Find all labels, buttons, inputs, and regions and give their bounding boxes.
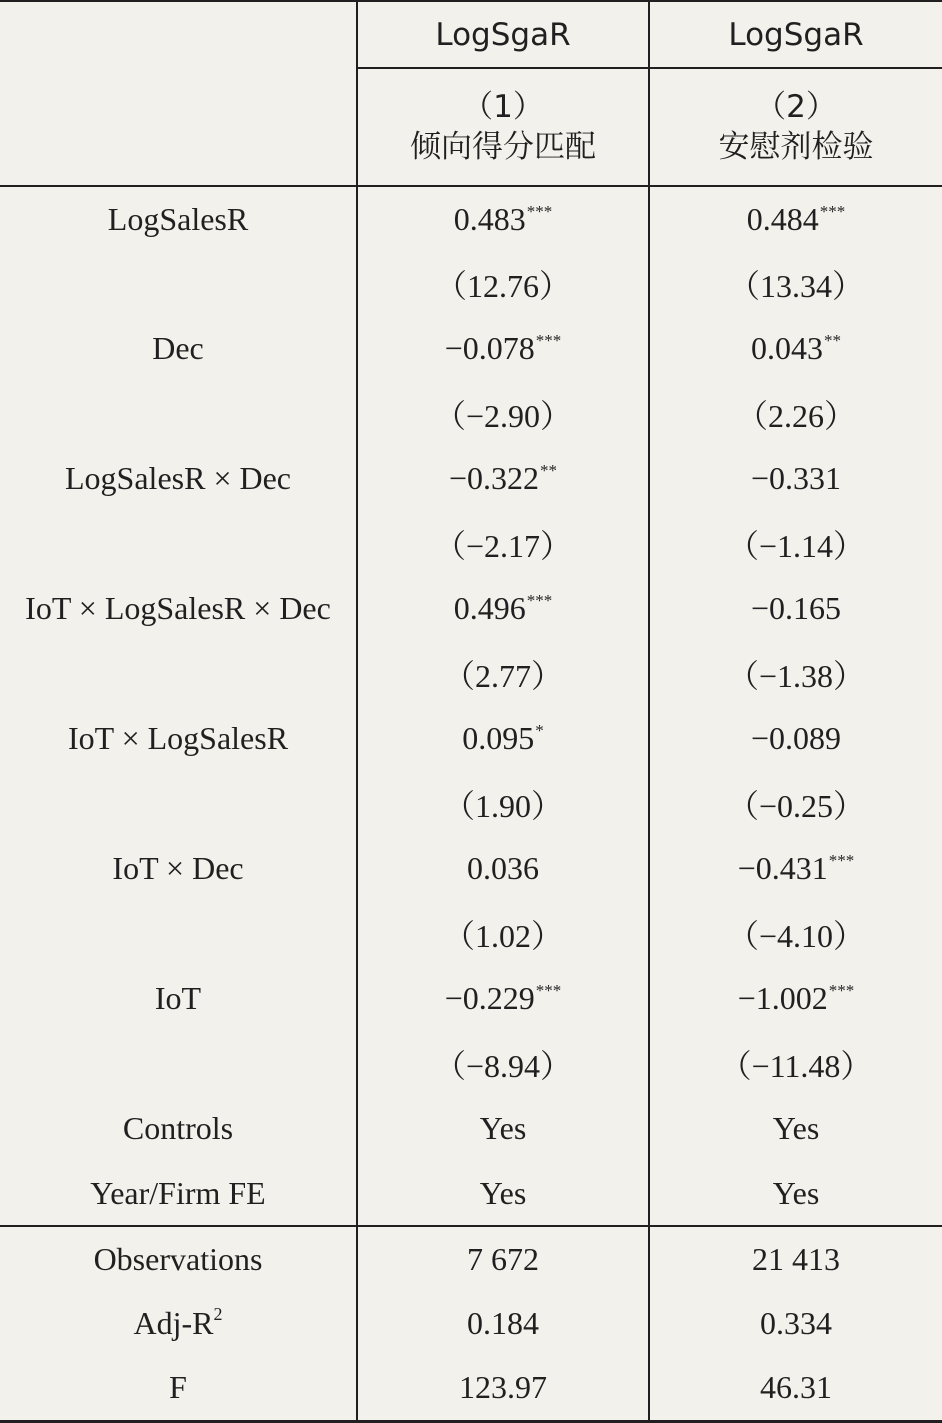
table-row [0, 511, 942, 576]
coefficient-value: −0.089 [750, 720, 842, 756]
col2-cell [649, 1096, 942, 1161]
coefficient-value: （13.34） [727, 267, 864, 304]
coefficient-value: （−8.94） [433, 1047, 573, 1084]
coefficient-value: Yes [479, 1110, 527, 1146]
col2-cell [649, 1161, 942, 1226]
stat-col2-value: 0.334 [649, 1291, 942, 1356]
header-row-model [0, 68, 942, 186]
table-row [0, 381, 942, 446]
col1-cell [357, 901, 649, 966]
col1-cell [357, 316, 649, 381]
col1-cell [357, 836, 649, 901]
col2-cell [649, 251, 942, 316]
coefficient-value: −0.322 [448, 460, 540, 496]
col1-description: 倾向得分匹配 [410, 129, 596, 165]
significance-stars: ** [824, 331, 841, 350]
col1-cell [357, 576, 649, 641]
header-blank-cell [0, 1, 357, 68]
table-row [0, 316, 942, 381]
stat-label: Observations [93, 1240, 263, 1277]
variable-label: IoT × LogSalesR × Dec [25, 590, 331, 626]
table-row [0, 576, 942, 641]
header-blank-cell [0, 68, 357, 186]
variable-label [0, 641, 357, 706]
coefficient-value: 0.095 [462, 720, 535, 756]
significance-stars: *** [526, 591, 553, 610]
coefficient-value: −0.431 [737, 850, 828, 886]
variable-label: Dec [152, 330, 204, 366]
coefficient-value: Yes [772, 1110, 820, 1146]
coefficient-value: −1.002 [737, 980, 828, 1016]
table-row [0, 706, 942, 771]
col1-cell [357, 1096, 649, 1161]
coefficient-value: −0.078 [444, 330, 535, 366]
header-row-dependent-variable [0, 1, 942, 68]
col2-cell [649, 771, 942, 836]
coefficient-value: −0.331 [750, 460, 842, 496]
superscript-2: 2 [213, 1304, 223, 1324]
coefficient-value: （−11.48） [719, 1047, 873, 1084]
table-row [0, 641, 942, 706]
col2-cell [649, 1031, 942, 1096]
variable-label: IoT × Dec [112, 850, 244, 886]
stat-col1-value: 123.97 [357, 1356, 649, 1421]
table-row [0, 836, 942, 901]
stat-col2-value: 21 413 [649, 1226, 942, 1291]
col2-description: 安慰剂检验 [718, 129, 874, 165]
col2-cell [649, 836, 942, 901]
variable-label: IoT [154, 980, 202, 1016]
col2-cell [649, 641, 942, 706]
stat-row-adj-r2 [0, 1291, 942, 1356]
significance-stars: ** [540, 461, 558, 480]
coefficient-value: （12.76） [434, 267, 571, 304]
significance-stars: * [535, 721, 544, 740]
col1-cell [357, 1161, 649, 1226]
coefficient-value: 0.483 [453, 200, 526, 237]
significance-stars: *** [535, 331, 562, 350]
significance-stars: *** [828, 981, 855, 1000]
variable-label: Controls [122, 1110, 234, 1146]
col2-model-header [649, 68, 942, 186]
col1-cell [357, 1031, 649, 1096]
stat-row-f [0, 1356, 942, 1421]
coefficient-value: （1.02） [442, 917, 563, 954]
stat-col1-value: 7 672 [357, 1226, 649, 1291]
col1-cell [357, 251, 649, 316]
coefficient-value: （2.77） [442, 657, 563, 694]
col1-cell [357, 381, 649, 446]
table-row [0, 1031, 942, 1096]
stat-label [0, 1291, 357, 1356]
col2-cell [649, 186, 942, 251]
coefficient-value: −0.165 [750, 590, 842, 626]
table-row [0, 446, 942, 511]
coefficient-value: （−0.25） [726, 787, 866, 824]
col1-cell [357, 186, 649, 251]
col2-dependent-variable: LogSgaR [649, 1, 942, 68]
col2-cell [649, 966, 942, 1031]
col1-cell [357, 511, 649, 576]
table-row [0, 901, 942, 966]
variable-label: LogSalesR [107, 200, 249, 237]
variable-label [0, 381, 357, 446]
coefficient-value: 0.043 [751, 330, 823, 366]
table-row [0, 1096, 942, 1161]
coefficient-value: 0.484 [746, 200, 819, 237]
coefficient-value: （−4.10） [726, 917, 866, 954]
col2-cell [649, 901, 942, 966]
col2-cell [649, 511, 942, 576]
variable-label [0, 511, 357, 576]
col1-cell [357, 641, 649, 706]
col1-number: （1） [462, 89, 544, 125]
col2-cell [649, 446, 942, 511]
variable-label: LogSalesR × Dec [65, 460, 291, 496]
col2-number: （2） [755, 89, 837, 125]
adj-r-label: Adj-R [133, 1305, 214, 1341]
coefficient-value: Yes [772, 1174, 820, 1211]
significance-stars: *** [819, 201, 846, 221]
coefficient-value: −0.229 [444, 980, 535, 1016]
col2-cell [649, 381, 942, 446]
coefficient-value: （−2.17） [433, 527, 573, 564]
col1-cell [357, 771, 649, 836]
significance-stars: *** [526, 201, 553, 221]
stat-row-observations [0, 1226, 942, 1291]
significance-stars: *** [535, 981, 562, 1000]
stat-col1-value: 0.184 [357, 1291, 649, 1356]
coefficient-value: 0.036 [467, 850, 539, 886]
coefficient-value: 0.496 [453, 590, 526, 626]
variable-label: Year/Firm FE [0, 1161, 357, 1226]
coefficient-value: （−1.38） [726, 657, 866, 694]
col1-cell [357, 446, 649, 511]
stat-label: F [0, 1356, 357, 1421]
coefficient-value: （−1.14） [726, 527, 866, 564]
col2-cell [649, 576, 942, 641]
variable-label [0, 1031, 357, 1096]
table-row [0, 966, 942, 1031]
variable-label: IoT × LogSalesR [67, 720, 289, 756]
significance-stars: *** [828, 851, 855, 870]
col1-model-header [357, 68, 649, 186]
col1-cell [357, 706, 649, 771]
coefficient-value: Yes [479, 1174, 527, 1211]
stat-col2-value: 46.31 [649, 1356, 942, 1421]
col1-dependent-variable: LogSgaR [357, 1, 649, 68]
table-row [0, 186, 942, 251]
col2-cell [649, 316, 942, 381]
table-row [0, 1161, 942, 1226]
coefficient-value: （2.26） [735, 397, 856, 434]
coefficient-value: （1.90） [442, 787, 563, 824]
coefficient-value: （−2.90） [433, 397, 573, 434]
variable-label [0, 251, 357, 316]
table-row [0, 251, 942, 316]
col2-cell [649, 706, 942, 771]
table-row [0, 771, 942, 836]
variable-label [0, 771, 357, 836]
col1-cell [357, 966, 649, 1031]
variable-label [0, 901, 357, 966]
